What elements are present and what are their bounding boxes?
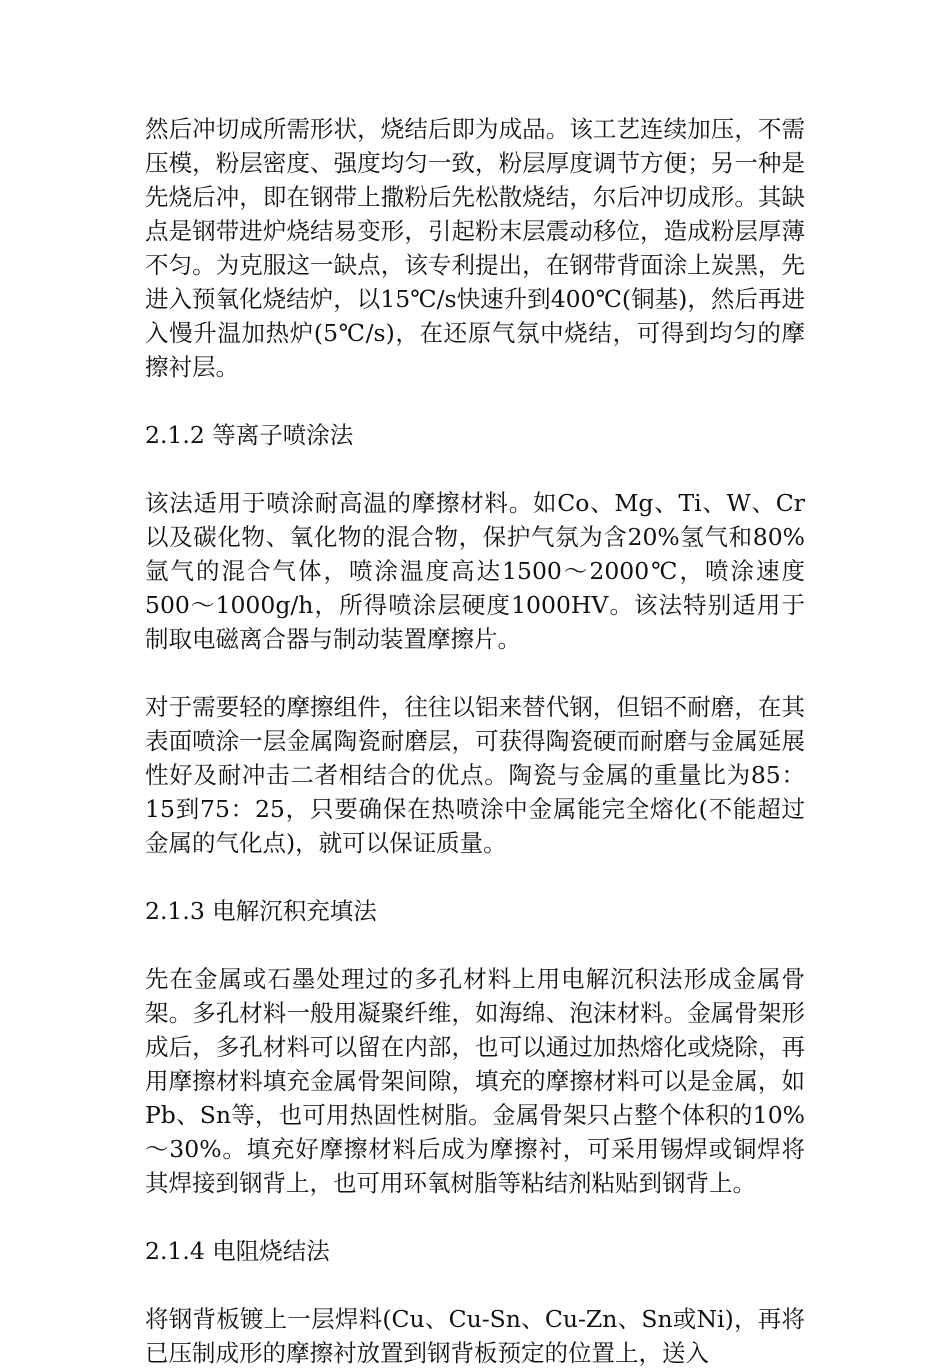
- paragraph-aluminum-cermet: 对于需要轻的摩擦组件，往往以铝来替代钢，但铝不耐磨，在其表面喷涂一层金属陶瓷耐磨层，可获得陶瓷硬而耐磨与金属延展性好及耐冲击二者相结合的优点。陶瓷与金属的重量比为85：15到75：25，只要确保在热喷涂中金属能完全熔化(不能超过金属的气化点)，就可以保证质量。: [145, 693, 805, 857]
- paragraph-electrodeposition: 先在金属或石墨处理过的多孔材料上用电解沉积法形成金属骨架。多孔材料一般用凝聚纤维，如海绵、泡沫材料。金属骨架形成后，多孔材料可以留在内部，也可以通过加热熔化或烧除，再用摩擦材料填充金属骨架间隙，填充的摩擦材料可以是金属，如Pb、Sn等，也可用热固性树脂。金属骨架只占整个体积的10%～30%。填充好摩擦材料后成为摩擦衬，可采用锡焊或铜焊将其焊接到钢背上，也可用环氧树脂等粘结剂粘贴到钢背上。: [145, 965, 805, 1197]
- document-body: [145, 112, 805, 1370]
- section-heading-resistance-sintering: 2.1.4 电阻烧结法: [145, 1237, 330, 1265]
- paragraph-plasma-spraying: 该法适用于喷涂耐高温的摩擦材料。如Co、Mg、Ti、W、Cr以及碳化物、氧化物的混合物，保护气氛为含20%氢气和80%氩气的混合气体，喷涂温度高达1500～2000℃，喷涂速度500～1000g/h，所得喷涂层硬度1000HV。该法特别适用于制取电磁离合器与制动装置摩擦片。: [145, 489, 805, 653]
- paragraph-sintering-continuation: 然后冲切成所需形状，烧结后即为成品。该工艺连续加压，不需压模，粉层密度、强度均匀一致，粉层厚度调节方便；另一种是先烧后冲，即在钢带上撒粉后先松散烧结，尔后冲切成形。其缺点是钢带进炉烧结易变形，引起粉末层震动移位，造成粉层厚薄不匀。为克服这一缺点，该专利提出，在钢带背面涂上炭黑，先进入预氧化烧结炉，以15℃/s快速升到400℃(铜基)，然后再进入慢升温加热炉(5℃/s)，在还原气氛中烧结，可得到均匀的摩擦衬层。: [145, 115, 805, 381]
- section-heading-plasma-spraying: 2.1.2 等离子喷涂法: [145, 421, 354, 449]
- section-heading-electrodeposition: 2.1.3 电解沉积充填法: [145, 897, 377, 925]
- paragraph-resistance-sintering: 将钢背板镀上一层焊料(Cu、Cu-Sn、Cu-Zn、Sn或Ni)，再将已压制成形的摩擦衬放置到钢背板预定的位置上，送入: [145, 1305, 805, 1367]
